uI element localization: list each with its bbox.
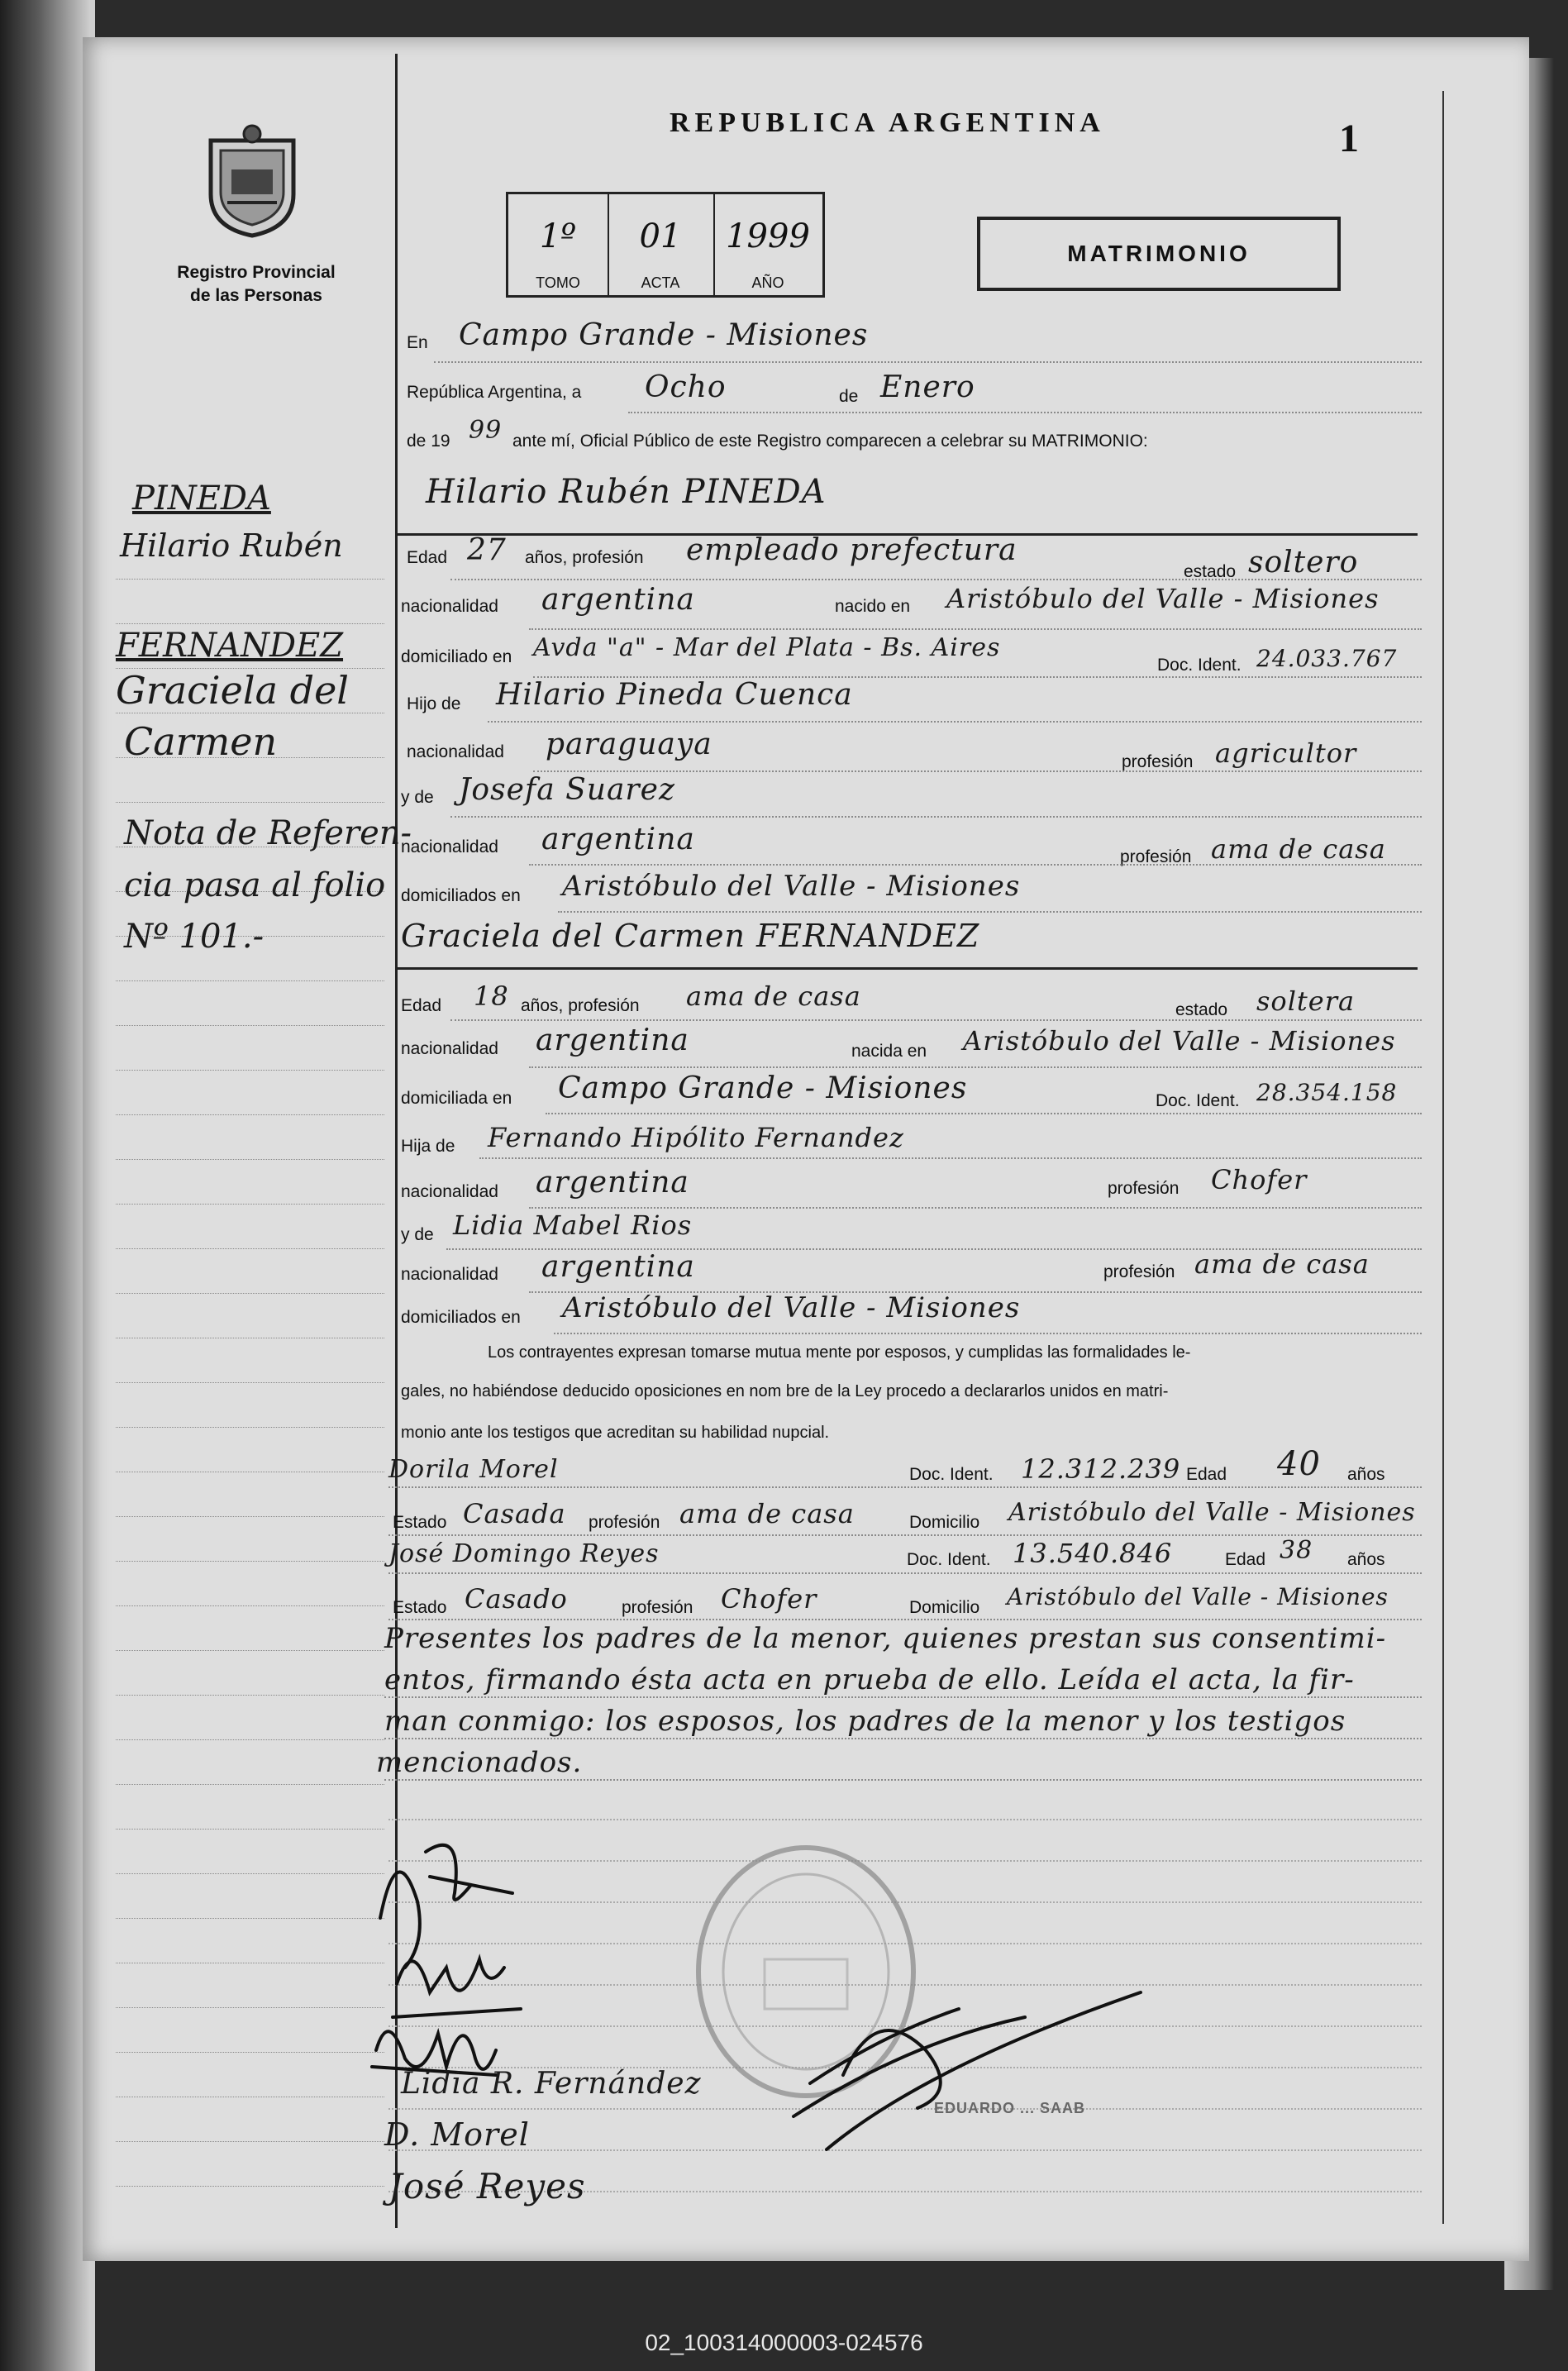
marriage-month: Enero <box>880 370 975 404</box>
groom-mother-prof-label: profesión <box>1120 847 1192 866</box>
margin-rule <box>116 1739 384 1740</box>
margin-rule <box>116 1918 384 1919</box>
declaration-line-1: Los contrayentes expresan tomarse mutua mente por esposos, y cumplidas las formalidades le- <box>488 1343 1191 1362</box>
groom-doc-label: Doc. Ident. <box>1157 656 1242 675</box>
de-label: de <box>839 387 859 406</box>
witness2-edad-label: Edad <box>1225 1550 1266 1569</box>
ano-label: AÑO <box>751 274 784 291</box>
signature-witness-1: D. Morel <box>384 2116 530 2153</box>
bride-estado: soltera <box>1256 985 1356 1017</box>
witness1-profession: ama de casa <box>679 1498 855 1529</box>
groom-line-4 <box>488 721 1422 723</box>
groom-mother-nac-label: nacionalidad <box>401 837 498 856</box>
closing-rule-1 <box>384 1696 1422 1698</box>
bride-nationality: argentina <box>536 1023 689 1057</box>
book-binding <box>0 0 95 2371</box>
margin-rule <box>116 1204 384 1205</box>
tomo-value: 1º <box>539 217 577 255</box>
bride-yde-label: y de <box>401 1225 434 1244</box>
closing-line-2: entos, firmando ésta acta en prueba de ello. Leída el acta, la fir- <box>384 1663 1355 1696</box>
right-rule <box>1442 91 1444 2224</box>
witness1-doc-label: Doc. Ident. <box>909 1465 994 1484</box>
groom-hijo-label: Hijo de <box>407 694 461 713</box>
date-line <box>628 412 1422 413</box>
margin-rule <box>116 1784 384 1785</box>
witness2-doc: 13.540.846 <box>1013 1538 1173 1569</box>
witness2-estado-label: Estado <box>393 1598 447 1617</box>
republica-label: República Argentina, a <box>407 383 582 402</box>
groom-mother-profession: ama de casa <box>1211 833 1386 865</box>
margin-note-line-2: cia pasa al folio <box>124 866 386 904</box>
margin-rule <box>116 1650 384 1651</box>
ano-value: 1999 <box>726 217 810 255</box>
signature-witness-2: José Reyes <box>388 2166 586 2206</box>
witness1-age: 40 <box>1277 1445 1321 1483</box>
witness2-anos-label: años <box>1347 1550 1385 1569</box>
closing-line-1: Presentes los padres de la menor, quienes prestan sus consentimi- <box>384 1622 1387 1655</box>
margin-rule <box>116 2186 384 2187</box>
margin-rule <box>116 623 384 624</box>
margin-rule <box>116 1159 384 1160</box>
witness1-name: Dorila Morel <box>388 1455 559 1484</box>
bride-doc: 28.354.158 <box>1256 1079 1398 1106</box>
registry-seal-logo <box>203 124 302 240</box>
margin-note-line-1: Nota de Referen- <box>124 814 412 852</box>
bride-line-1 <box>450 1019 1422 1021</box>
groom-nacido-label: nacido en <box>835 597 911 616</box>
margin-groom-names: Hilario Rubén <box>120 527 343 564</box>
groom-nac-label: nacionalidad <box>401 597 498 616</box>
margin-rule <box>116 1293 384 1294</box>
bride-section-separator <box>397 967 1418 970</box>
bride-father-nac-label: nacionalidad <box>401 1182 498 1201</box>
groom-line-2 <box>529 628 1422 630</box>
margin-note-line-3: Nº 101.- <box>124 918 265 956</box>
bride-mother-nac-label: nacionalidad <box>401 1265 498 1284</box>
bride-parents-address: Aristóbulo del Valle - Misiones <box>562 1291 1021 1324</box>
witness2-line-2 <box>388 1619 1422 1620</box>
acta-value: 01 <box>639 217 682 255</box>
witness2-age: 38 <box>1280 1536 1313 1565</box>
bride-line-3 <box>546 1113 1422 1114</box>
declaration-line-2: gales, no habiéndose deducido oposiciones en nom bre de la Ley procedo a declararlos unidos en matri- <box>401 1382 1169 1400</box>
groom-dom-label: domiciliado en <box>401 647 512 666</box>
bride-line-8 <box>554 1333 1422 1334</box>
marriage-year-suffix: 99 <box>469 416 503 445</box>
margin-rule <box>116 980 384 981</box>
institution-line-1: Registro Provincial <box>177 263 336 282</box>
bride-mother-profession: ama de casa <box>1194 1248 1370 1280</box>
bride-profession: ama de casa <box>686 980 861 1012</box>
bride-dom-label: domiciliada en <box>401 1089 512 1108</box>
bride-father-nationality: argentina <box>536 1166 689 1200</box>
groom-father-prof-label: profesión <box>1122 752 1194 771</box>
groom-address: Avda "a" - Mar del Plata - Bs. Aires <box>533 633 1001 662</box>
bride-mother: Lidia Mabel Rios <box>453 1209 693 1241</box>
groom-yde-label: y de <box>401 788 434 807</box>
groom-doc: 24.033.767 <box>1256 645 1398 672</box>
margin-rule <box>116 1427 384 1428</box>
groom-doms-label: domiciliados en <box>401 886 521 905</box>
statement-text: ante mí, Oficial Público de este Registro comparecen a celebrar su MATRIMONIO: <box>512 432 1148 451</box>
witness1-line-2 <box>388 1534 1422 1536</box>
closing-line-3: man conmigo: los esposos, los padres de la menor y los testigos <box>384 1705 1346 1738</box>
en-label: En <box>407 333 428 352</box>
margin-bride-names-1: Graciela del <box>116 668 349 713</box>
seal-signature-large <box>794 1992 1141 2149</box>
witness2-domicilio: Aristóbulo del Valle - Misiones <box>1007 1583 1389 1610</box>
bride-address: Campo Grande - Misiones <box>558 1071 968 1105</box>
margin-rule <box>116 2052 384 2053</box>
groom-line-1 <box>450 579 1422 580</box>
bride-mother-prof-label: profesión <box>1103 1262 1175 1281</box>
margin-rule <box>116 1695 384 1696</box>
bride-doc-label: Doc. Ident. <box>1156 1091 1240 1110</box>
margin-rule <box>116 2141 384 2142</box>
bride-mother-nationality: argentina <box>541 1250 695 1284</box>
groom-nationality: argentina <box>541 583 695 617</box>
groom-father-nationality: paraguaya <box>546 728 713 761</box>
margin-rule <box>116 1382 384 1383</box>
closing-rule-2 <box>384 1738 1422 1739</box>
witness2-profession: Chofer <box>721 1583 817 1615</box>
witness1-line-1 <box>388 1486 1422 1488</box>
margin-rule <box>116 802 384 803</box>
witness1-edad-label: Edad <box>1186 1465 1227 1484</box>
groom-age: 27 <box>467 533 507 567</box>
witness1-doc: 12.312.239 <box>1021 1453 1181 1485</box>
country-title: REPUBLICA ARGENTINA <box>670 107 1105 138</box>
witness2-estado: Casado <box>465 1583 568 1615</box>
bride-signature <box>393 1959 521 2017</box>
bride-father: Fernando Hipólito Fernandez <box>488 1122 904 1153</box>
groom-full-name: Hilario Rubén PINEDA <box>426 473 827 511</box>
groom-father-profession: agricultor <box>1215 737 1357 769</box>
bride-line-5 <box>529 1207 1422 1209</box>
image-id-footer: 02_100314000003-024576 <box>645 2330 923 2355</box>
margin-rule <box>116 2007 384 2008</box>
bride-birthplace: Aristóbulo del Valle - Misiones <box>963 1025 1396 1057</box>
acta-label: ACTA <box>641 274 680 291</box>
margin-bride-surname: FERNANDEZ <box>116 627 344 665</box>
witness1-prof-label: profesión <box>589 1513 660 1532</box>
margin-rule <box>116 579 384 580</box>
margin-rule <box>116 1829 384 1830</box>
margin-rule <box>116 1561 384 1562</box>
bride-anos-prof-label: años, profesión <box>521 996 640 1015</box>
declaration-line-3: monio ante los testigos que acreditan su habilidad nupcial. <box>401 1424 830 1442</box>
margin-groom-surname: PINEDA <box>132 479 271 518</box>
groom-father-nac-label: nacionalidad <box>407 742 504 761</box>
groom-estado-label: estado <box>1184 562 1237 581</box>
witness2-domicilio-label: Domicilio <box>909 1598 980 1617</box>
bride-doms-label: domiciliados en <box>401 1308 521 1327</box>
groom-parents-address: Aristóbulo del Valle - Misiones <box>562 870 1021 903</box>
place-line <box>434 361 1422 363</box>
margin-rule <box>116 1248 384 1249</box>
institution-line-2: de las Personas <box>190 286 322 305</box>
groom-edad-label: Edad <box>407 548 448 567</box>
groom-line-8 <box>558 911 1422 913</box>
groom-anos-prof-label: años, profesión <box>525 548 644 567</box>
groom-estado: soltero <box>1248 546 1359 580</box>
margin-rule <box>116 1873 384 1874</box>
marriage-day: Ocho <box>645 370 727 404</box>
tomo-label: TOMO <box>536 274 580 291</box>
groom-mother-nationality: argentina <box>541 823 695 856</box>
page-number: 1 <box>1339 117 1359 160</box>
margin-rule <box>116 1070 384 1071</box>
groom-line-6 <box>450 816 1422 818</box>
record-type-box: MATRIMONIO <box>977 217 1341 291</box>
groom-signature <box>380 1845 512 1968</box>
bride-nacida-label: nacida en <box>851 1042 927 1061</box>
groom-profession: empleado prefectura <box>686 533 1018 567</box>
stamp-text: EDUARDO ... SAAB <box>934 2100 1086 2116</box>
margin-bride-names-2: Carmen <box>124 719 278 764</box>
bride-line-2 <box>529 1066 1422 1068</box>
year-prefix: de 19 <box>407 432 450 451</box>
bride-father-profession: Chofer <box>1211 1164 1308 1195</box>
bride-age: 18 <box>474 980 509 1012</box>
witness1-estado: Casada <box>463 1498 566 1529</box>
groom-line-7 <box>529 864 1422 866</box>
margin-rule <box>116 1605 384 1606</box>
groom-birthplace: Aristóbulo del Valle - Misiones <box>946 583 1380 614</box>
witness1-anos-label: años <box>1347 1465 1385 1484</box>
witness2-name: José Domingo Reyes <box>388 1539 660 1568</box>
witness2-prof-label: profesión <box>622 1598 693 1617</box>
closing-line-4: mencionados. <box>376 1746 583 1779</box>
margin-rule <box>116 1516 384 1517</box>
bride-nac-label: nacionalidad <box>401 1039 498 1058</box>
groom-father: Hilario Pineda Cuenca <box>496 678 853 712</box>
witness2-line-1 <box>388 1572 1422 1574</box>
bride-hija-label: Hija de <box>401 1137 455 1156</box>
groom-mother: Josefa Suarez <box>459 773 675 807</box>
bride-line-4 <box>479 1157 1422 1159</box>
bride-edad-label: Edad <box>401 996 442 1015</box>
closing-rule-3 <box>384 1779 1422 1781</box>
groom-line-5 <box>533 770 1422 772</box>
margin-rule <box>116 1114 384 1115</box>
bride-estado-label: estado <box>1175 1000 1228 1019</box>
witness1-estado-label: Estado <box>393 1513 447 1532</box>
bride-full-name: Graciela del Carmen FERNANDEZ <box>401 918 980 954</box>
margin-rule <box>116 1025 384 1026</box>
bride-father-prof-label: profesión <box>1108 1179 1180 1198</box>
witness1-domicilio-label: Domicilio <box>909 1513 980 1532</box>
acta-reference-box <box>506 192 825 298</box>
witness1-domicilio: Aristóbulo del Valle - Misiones <box>1008 1498 1416 1527</box>
signature-mother: Lidia R. Fernández <box>401 2067 702 2101</box>
marriage-place: Campo Grande - Misiones <box>459 318 869 352</box>
witness2-doc-label: Doc. Ident. <box>907 1550 991 1569</box>
